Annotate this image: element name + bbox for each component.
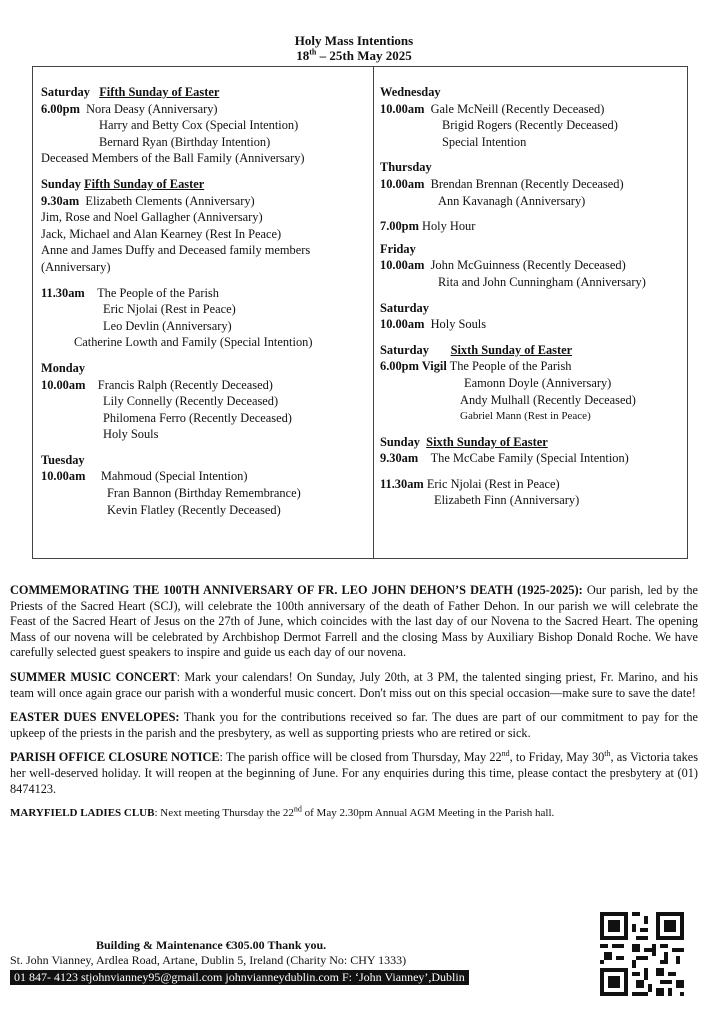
mass-time: 10.00am	[380, 317, 425, 332]
intention-row	[41, 193, 371, 210]
saturday-heading	[41, 84, 371, 101]
wednesday-heading: Wednesday	[380, 85, 441, 99]
intention: Mahmoud (Special Intention)	[100, 469, 248, 484]
tuesday-heading: Tuesday	[41, 452, 85, 467]
intention: The People of the Parish	[97, 285, 219, 300]
notice-heading: PARISH OFFICE CLOSURE NOTICE	[10, 750, 220, 765]
day-label: Sunday	[380, 434, 420, 449]
friday-heading: Friday	[380, 241, 416, 256]
intention-row	[380, 358, 685, 375]
mass-time: 6.00pm Vigil	[380, 359, 447, 374]
notice-body: , to Friday, May 30	[509, 750, 605, 765]
intention: Brigid Rogers (Recently Deceased)	[442, 118, 618, 133]
intention: Eamonn Doyle (Anniversary)	[464, 375, 612, 390]
day-label: Saturday	[41, 85, 90, 99]
intention: Anne and James Duffy and Deceased family members	[41, 243, 311, 258]
dates-a: 18	[296, 48, 310, 63]
intention: Holy Souls	[430, 317, 487, 332]
mass-time: 11.30am	[380, 476, 424, 491]
saturday-vigil-heading	[380, 342, 685, 359]
intention: Bernard Ryan (Birthday Intention)	[99, 134, 271, 149]
notice-sup: th	[604, 749, 611, 759]
intention: Eric Njolai (Rest in Peace)	[103, 302, 236, 317]
notice-heading: MARYFIELD LADIES CLUB	[10, 807, 155, 820]
notice-body: Our parish, led by the Priests of the Sacred Heart (SCJ), will celebrate the 100th anniversary of the death of Father Dehon. In our parish we will celebrate the Feast of the Sacred Heart of Jesus on the 27th of June, which coincides with the last day of our Novena to the Sacred Heart. The opening Mass of our novena will be celebrated by Archbishop Dermot Farrell and the closing Mass by Auxiliary Bishop Donald Roche. We have carefully selected guest speakers to inspire and guide us each day of our novena.	[10, 583, 699, 660]
intention: Gabriel Mann (Rest in Peace)	[460, 410, 591, 423]
notice-body: of May 2.30pm Annual AGM Meeting in the Parish hall.	[301, 807, 555, 820]
mass-time: 11.30am	[41, 285, 85, 300]
intention-row	[380, 176, 685, 193]
notice-easter-dues	[10, 710, 698, 741]
saturday-heading: Saturday	[380, 300, 429, 315]
intention: Andy Mulhall (Recently Deceased)	[460, 392, 636, 407]
day-title: Fifth Sunday of Easter	[84, 176, 205, 191]
holy-hour-row	[380, 218, 685, 235]
intention: The People of the Parish	[449, 359, 572, 374]
intention: Fran Bannon (Birthday Remembrance)	[107, 486, 301, 501]
notice-concert	[10, 670, 698, 701]
notice-body: : The parish office will be closed from Thursday, May 22	[219, 750, 502, 765]
notice-body: , as Victoria takes her well-deserved holiday. It will reopen at the beginning of June. For any enquiries during this time, please contact the presbytery at (01) 8474123.	[10, 750, 698, 796]
intention: Harry and Betty Cox (Special Intention)	[99, 118, 299, 133]
intention-row	[380, 257, 685, 274]
intention: (Anniversary)	[41, 259, 111, 274]
intention: Leo Devlin (Anniversary)	[103, 318, 232, 333]
notice-body: Thank you for the contributions received so far. The dues are part of our commitment to pay for the upkeep of the priests in the parish and the presbytery, as well as supporting priests who are retired or sick.	[10, 710, 698, 740]
mass-time: 9.30am	[380, 451, 419, 466]
intention-row	[41, 377, 371, 394]
intention: Catherine Lowth and Family (Special Intention)	[74, 335, 313, 350]
notice-sup: nd	[501, 749, 510, 759]
sunday-heading	[380, 434, 685, 451]
mass-time: 7.00pm	[380, 219, 419, 234]
intention: Gale McNeill (Recently Deceased)	[430, 101, 605, 116]
title-line: Holy Mass Intentions	[294, 33, 414, 48]
intention: Francis Ralph (Recently Deceased)	[97, 377, 273, 392]
day-label: Saturday	[380, 342, 429, 357]
intention-row	[41, 468, 371, 485]
notice-sup: nd	[293, 804, 302, 814]
notice-dehon	[10, 583, 698, 661]
intention: Nora Deasy (Anniversary)	[86, 101, 218, 116]
monday-heading: Monday	[41, 360, 86, 375]
intention: The McCabe Family (Special Intention)	[430, 451, 629, 466]
intention: Eric Njolai (Rest in Peace)	[426, 476, 560, 491]
intention: Brendan Brennan (Recently Deceased)	[430, 176, 624, 191]
intention-row	[41, 101, 371, 118]
intention: John McGuinness (Recently Deceased)	[430, 258, 626, 273]
thursday-heading: Thursday	[380, 160, 432, 175]
day-title: Fifth Sunday of Easter	[99, 85, 220, 99]
qr-code-icon	[600, 912, 684, 996]
sunday-heading	[41, 176, 371, 193]
mass-time: 10.00am	[41, 469, 86, 484]
mass-time: 6.00pm	[41, 101, 80, 116]
intention: Holy Hour	[422, 219, 476, 234]
day-title: Sixth Sunday of Easter	[450, 342, 573, 357]
notice-body: : Mark your calendars! On Sunday, July 20th, at 3 PM, the talented singing priest, Fr. Marino, and his team will once again grace our parish with a wonderful music concert. Don't miss out on this special occasion—make sure to save the date!	[10, 669, 698, 700]
dates-sup: th	[309, 47, 317, 57]
mass-time: 10.00am	[380, 176, 425, 191]
intention: Holy Souls	[103, 427, 159, 442]
intention-row	[380, 450, 685, 467]
dates-b: – 25th May 2025	[316, 48, 412, 63]
intention: Jim, Rose and Noel Gallagher (Anniversary)	[41, 210, 263, 225]
footer	[10, 938, 469, 985]
intention: Philomena Ferro (Recently Deceased)	[103, 410, 292, 425]
mass-time: 10.00am	[41, 377, 86, 392]
intention: Elizabeth Clements (Anniversary)	[85, 193, 255, 208]
left-column	[41, 84, 371, 518]
notice-office-closure	[10, 750, 698, 797]
notice-heading: EASTER DUES ENVELOPES:	[10, 710, 180, 725]
mass-time: 10.00am	[380, 101, 425, 116]
intention-row	[380, 476, 685, 493]
intention: Rita and John Cunningham (Anniversary)	[438, 274, 646, 289]
intention: Kevin Flatley (Recently Deceased)	[107, 502, 281, 517]
contact-bar: 01 847- 4123 stjohnvianney95@gmail.com johnvianneydublin.com F: ‘John Vianney’,Dublin	[10, 970, 469, 985]
intention: Elizabeth Finn (Anniversary)	[434, 493, 580, 508]
column-divider	[373, 66, 374, 559]
right-column	[380, 84, 685, 509]
notice-body: : Next meeting Thursday the 22	[154, 807, 294, 820]
mass-time: 10.00am	[380, 258, 425, 273]
dates-line	[0, 48, 708, 63]
intention: Ann Kavanagh (Anniversary)	[438, 193, 586, 208]
intention: Special Intention	[442, 134, 527, 149]
notice-heading: SUMMER MUSIC CONCERT	[10, 669, 177, 684]
address: St. John Vianney, Ardlea Road, Artane, Dublin 5, Ireland (Charity No: CHY 1333)	[10, 953, 407, 967]
mass-time: 9.30am	[41, 193, 80, 208]
day-label: Sunday	[41, 176, 81, 191]
intention-row	[380, 101, 685, 118]
intention: Jack, Michael and Alan Kearney (Rest In Peace)	[41, 226, 282, 241]
notice-ladies-club	[10, 806, 698, 822]
notice-heading: COMMEMORATING THE 100TH ANNIVERSARY OF FR. LEO JOHN DEHON’S DEATH (1925-2025):	[10, 583, 583, 597]
notices	[10, 583, 698, 831]
day-title: Sixth Sunday of Easter	[426, 434, 548, 449]
intention-row	[41, 285, 371, 302]
intention-row	[380, 316, 685, 333]
intention: Deceased Members of the Ball Family (Anniversary)	[41, 151, 305, 166]
building-maintenance: Building & Maintenance €305.00 Thank you.	[96, 938, 327, 952]
intention: Lily Connelly (Recently Deceased)	[103, 394, 279, 409]
